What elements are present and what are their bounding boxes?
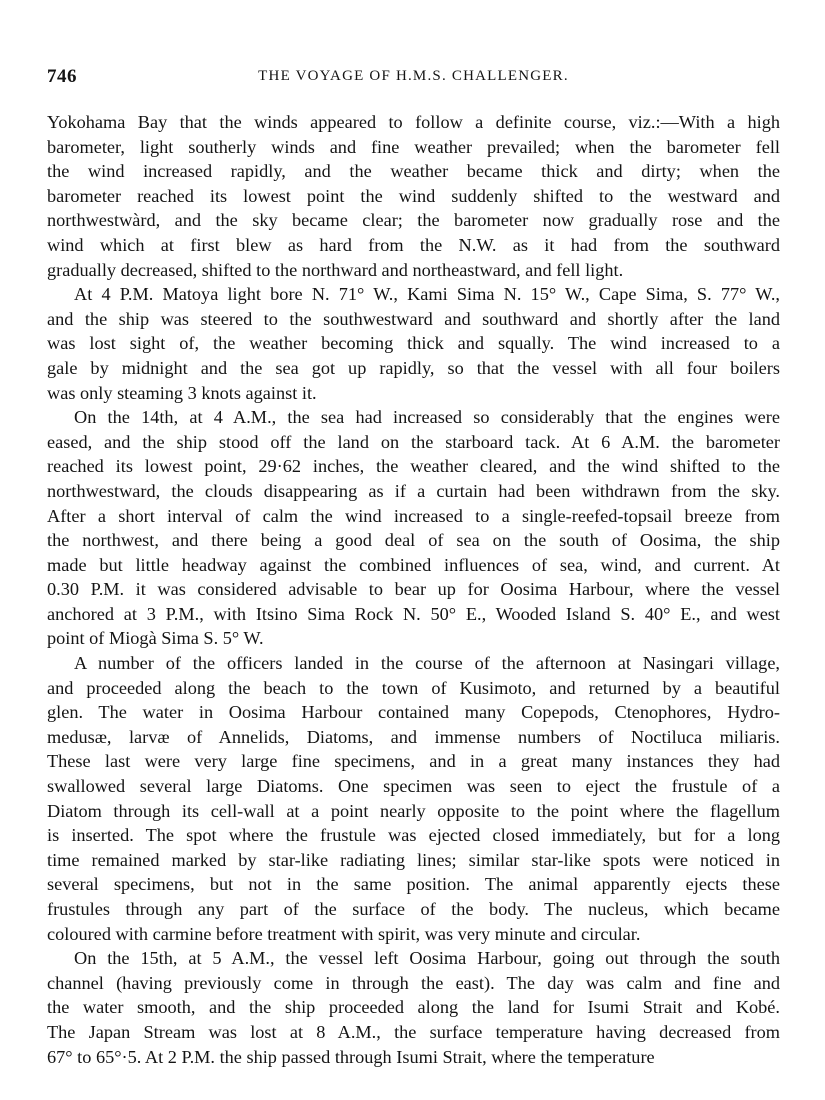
paragraph-2 xyxy=(47,282,780,405)
text-line: time remained marked by star-like radiating lines; similar star-like spots were noticed in xyxy=(47,849,780,870)
text-line: barometer, light southerly winds and fine weather prevailed; when the barometer fell xyxy=(47,136,780,157)
text-line: wind which at first blew as hard from the N.W. as it had from the southward xyxy=(47,234,780,255)
text-line: swallowed several large Diatoms. One specimen was seen to eject the frustule of a xyxy=(47,776,780,797)
text-line: was only steaming 3 knots against it. xyxy=(47,382,317,403)
text-line: and the ship was steered to the southwestward and southward and shortly after the land xyxy=(47,308,780,329)
text-line: and proceeded along the beach to the town of Kusimoto, and returned by a beautiful xyxy=(47,677,780,698)
text-line: made but little headway against the combined influences of sea, wind, and current. At xyxy=(47,554,780,575)
paragraph-5 xyxy=(47,946,780,1069)
paragraph-4 xyxy=(47,651,780,946)
body-text xyxy=(47,110,780,1069)
paragraph-1 xyxy=(47,110,780,282)
text-line: the water smooth, and the ship proceeded along the land for Isumi Strait and Kobé. xyxy=(47,997,780,1018)
text-line: the wind increased rapidly, and the weather became thick and dirty; when the xyxy=(47,161,780,182)
text-line: coloured with carmine before treatment with spirit, was very minute and circular. xyxy=(47,923,641,944)
text-line: These last were very large fine specimens, and in a great many instances they had xyxy=(47,751,780,772)
text-line: The Japan Stream was lost at 8 A.M., the surface temperature having decreased from xyxy=(47,1021,780,1042)
text-line: eased, and the ship stood off the land on the starboard tack. At 6 A.M. the barometer xyxy=(47,431,780,452)
text-line: Diatom through its cell-wall at a point nearly opposite to the point where the flagellum xyxy=(47,800,780,821)
text-line: gradually decreased, shifted to the northward and northeastward, and fell light. xyxy=(47,259,624,280)
text-line: channel (having previously come in through the east). The day was calm and fine and xyxy=(47,972,780,993)
page-header xyxy=(47,66,780,90)
text-line: the northwest, and there being a good deal of sea on the south of Oosima, the ship xyxy=(47,530,780,551)
text-line: medusæ, larvæ of Annelids, Diatoms, and immense numbers of Noctiluca miliaris. xyxy=(47,726,780,747)
text-line: 67° to 65°·5. At 2 P.M. the ship passed through Isumi Strait, where the temperature xyxy=(47,1046,655,1067)
running-title: THE VOYAGE OF H.M.S. CHALLENGER. xyxy=(258,68,569,84)
text-line: was lost sight of, the weather becoming thick and squally. The wind increased to a xyxy=(47,333,780,354)
text-line: On the 14th, at 4 A.M., the sea had increased so considerably that the engines were xyxy=(74,407,780,428)
paragraph-3 xyxy=(47,405,780,651)
text-line: several specimens, but not in the same position. The animal apparently ejects these xyxy=(47,874,780,895)
text-line: A number of the officers landed in the course of the afternoon at Nasingari village, xyxy=(74,653,780,674)
text-line: reached its lowest point, 29·62 inches, the weather cleared, and the wind shifted to the xyxy=(47,456,780,477)
text-line: Yokohama Bay that the winds appeared to follow a definite course, viz.:—With a high xyxy=(47,112,780,132)
text-line: northwestward, the clouds disappearing as if a curtain had been withdrawn from the sky. xyxy=(47,480,780,501)
page-number: 746 xyxy=(47,66,77,87)
text-line: is inserted. The spot where the frustule was ejected closed immediately, but for a long xyxy=(47,825,780,846)
text-line: point of Miogà Sima S. 5° W. xyxy=(47,628,264,649)
text-line: On the 15th, at 5 A.M., the vessel left Oosima Harbour, going out through the south xyxy=(74,948,780,969)
text-line: anchored at 3 P.M., with Itsino Sima Rock N. 50° E., Wooded Island S. 40° E., and west xyxy=(47,603,780,624)
text-line: 0.30 P.M. it was considered advisable to bear up for Oosima Harbour, where the vessel xyxy=(47,579,780,600)
text-line: After a short interval of calm the wind increased to a single-reefed-topsail breeze from xyxy=(47,505,780,526)
text-line: glen. The water in Oosima Harbour contained many Copepods, Ctenophores, Hydro- xyxy=(47,702,780,723)
text-line: gale by midnight and the sea got up rapidly, so that the vessel with all four boilers xyxy=(47,357,780,378)
text-line: frustules through any part of the surface of the body. The nucleus, which became xyxy=(47,899,780,919)
text-line: At 4 P.M. Matoya light bore N. 71° W., Kami Sima N. 15° W., Cape Sima, S. 77° W., xyxy=(74,284,780,305)
text-line: barometer reached its lowest point the wind suddenly shifted to the westward and xyxy=(47,185,780,206)
text-line: northwestwàrd, and the sky became clear; the barometer now gradually rose and the xyxy=(47,210,780,231)
